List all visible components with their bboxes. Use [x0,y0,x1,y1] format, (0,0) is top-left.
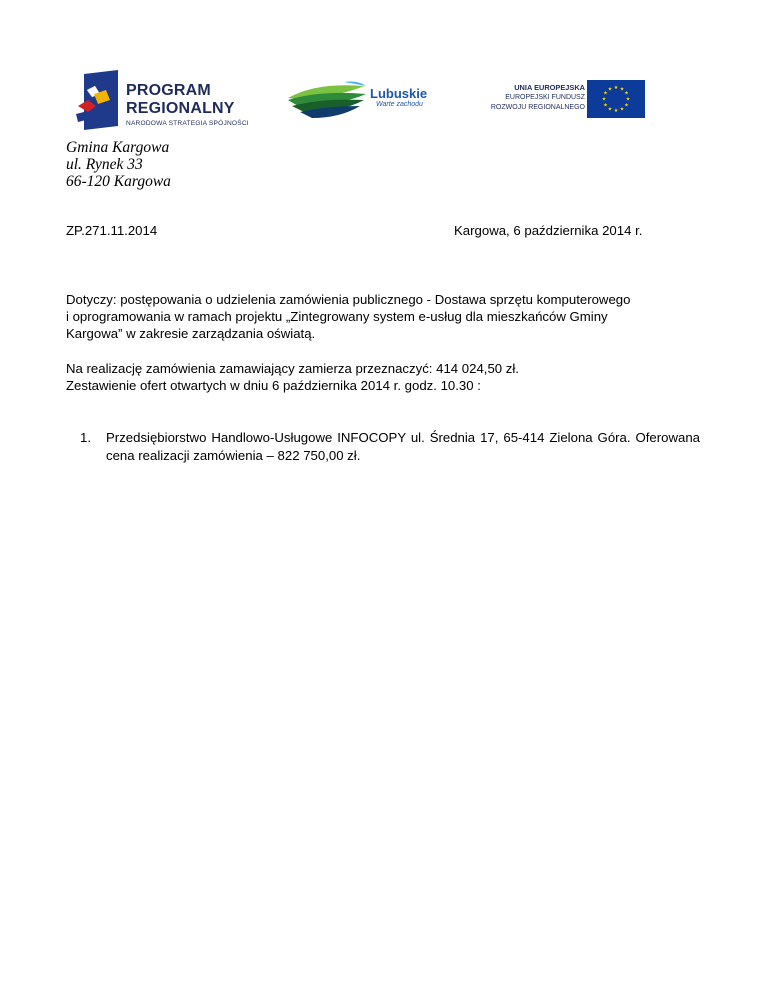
svg-text:★: ★ [624,90,629,97]
svg-text:★: ★ [613,108,619,114]
program-line1: PROGRAM [126,82,211,99]
offers-list [80,429,700,465]
subject-line3: Kargowa” w zakresie zarządzania oświatą. [66,326,316,341]
svg-text:★: ★ [607,86,613,93]
program-subtitle: NARODOWA STRATEGIA SPÓJNOŚCI [126,120,249,127]
eu-line1: UNIA EUROPEJSKA [514,83,585,92]
lubuskie-name: Lubuskie [370,86,428,101]
address-line3: 66-120 Kargowa [66,173,171,190]
svg-text:★: ★ [603,90,608,97]
program-line2: REGIONALNY [126,100,235,117]
svg-text:★: ★ [607,106,613,113]
svg-text:★: ★ [625,96,631,103]
eu-line3: ROZWOJU REGIONALNEGO [490,104,585,111]
budget-statement: Na realizację zamówienia zamawiający zamierza przeznaczyć: 414 024,50 zł. [66,361,519,376]
program-regionalny-emblem-icon [74,70,126,132]
svg-text:★: ★ [613,85,619,91]
list-item [80,429,700,465]
svg-text:★: ★ [619,86,625,93]
svg-text:★: ★ [619,106,625,113]
eu-logo [470,80,645,120]
address-line1: Gmina Kargowa [66,139,170,156]
offer-number: 1. [80,430,91,445]
lubuskie-slogan: Warte zachodu [376,101,423,108]
opening-statement: Zestawienie ofert otwartych w dniu 6 października 2014 r. godz. 10.30 : [66,378,481,393]
eu-flag-icon [587,80,645,118]
subject-line2: i oprogramowania w ramach projektu „Zintegrowany system e-usług dla mieszkańców Gminy [66,309,608,324]
svg-text:★: ★ [624,102,629,109]
subject-line1: Dotyczy: postępowania o udzielenia zamówienia publicznego - Dostawa sprzętu komputerowego [66,292,631,307]
place-date: Kargowa, 6 października 2014 r. [454,223,643,238]
reference-number: ZP.271.11.2014 [66,223,158,238]
svg-text:★: ★ [603,102,608,109]
svg-text:★: ★ [601,96,607,103]
offer-text: Przedsiębiorstwo Handlowo-Usługowe INFOCOPY ul. Średnia 17, 65-414 Zielona Góra. Oferowana cena realizacji zamówienia – 822 750,00 zł. [106,430,700,463]
lubuskie-logo [286,80,436,122]
program-regionalny-logo [74,70,264,132]
address-line2: ul. Rynek 33 [66,156,143,173]
lubuskie-hills-icon [286,80,368,122]
eu-line2: EUROPEJSKI FUNDUSZ [505,94,585,101]
